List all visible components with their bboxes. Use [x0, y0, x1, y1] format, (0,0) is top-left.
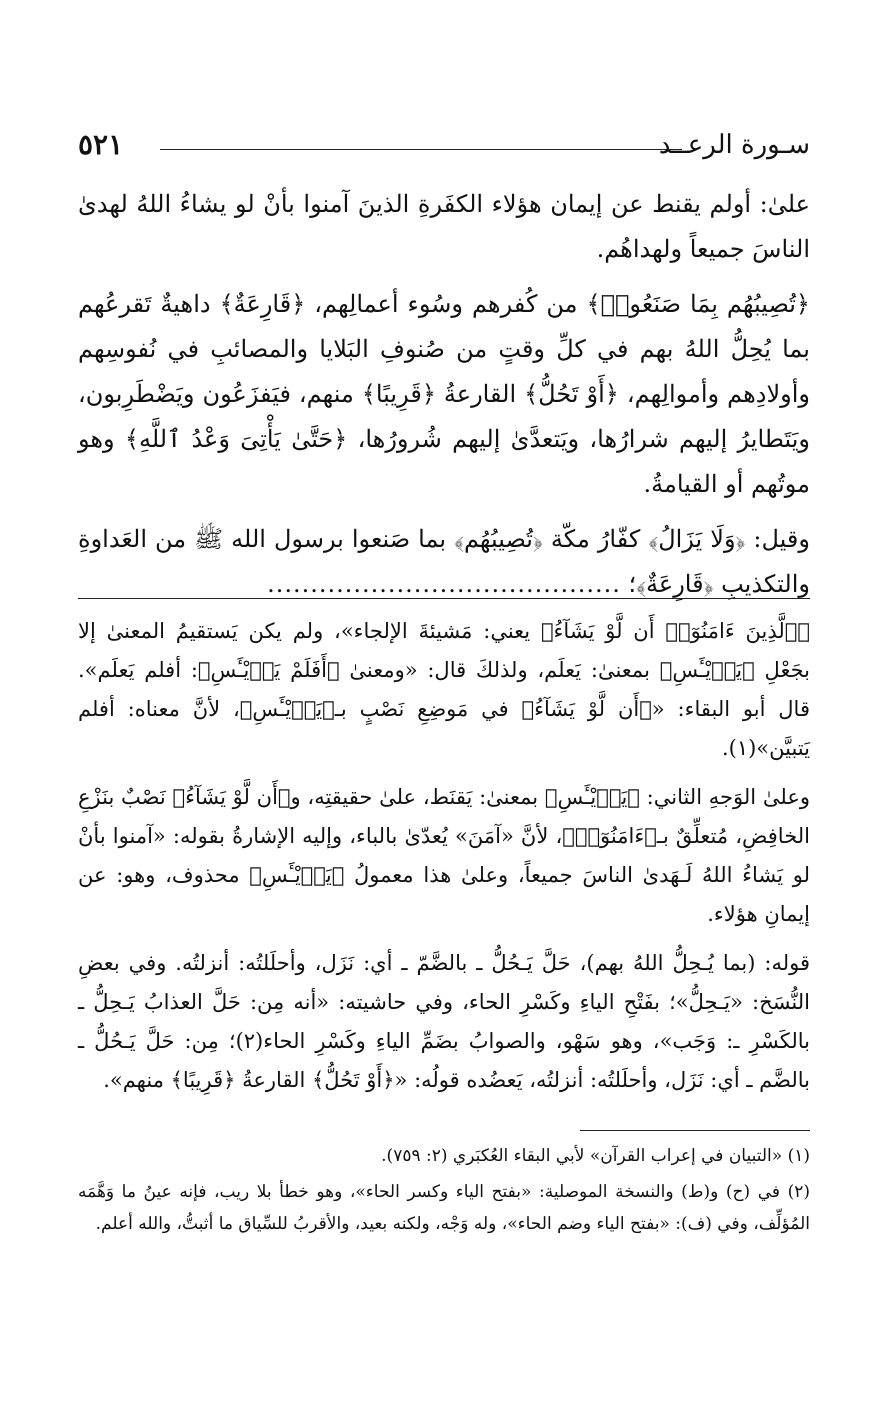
- main-paragraph-1: علىٰ: أولم يقنط عن إيمان هؤلاء الكفَرةِ الذينَ آمنوا بأنْ لو يشاءُ اللهُ لهدىٰ الناسَ جميعاً ولهداهُم.: [78, 190, 810, 263]
- commentary-paragraph-3: قوله: (بما يُـحِلُّ اللهُ بهم)، حَلَّ يَـحُلُّ ـ بالضَّمّ ـ أي: نَزَل، وأحلَلتُه: أنزلتُه. وفي بعضِ النُّسَخ: «يَـحِلُّ»؛ بفَتْحِ الياءِ وكَسْرِ الحاء، وفي حاشيته: «أنه مِن: حَلَّ العذابُ يَـحِلُّ ـ بالكَسْرِ ـ: وَجَب»، وهو سَهْو، والصوابُ بضَمِّ الياءِ وكَسْرِ الحاء(٢)؛ مِن: حَلَّ يَـحُلُّ ـ بالضَّم ـ أي: نَزَل، وأحلَلتُه: أنزلتُه، يَعضُده قولُه: «﴿أَوْ تَحُلُّ﴾ القارعةُ ﴿قَرِيبًا﴾ منهم».: [78, 951, 810, 1092]
- main-paragraph-2: ﴿تُصِيبُهُم بِمَا صَنَعُوا۟﴾ من كُفرهم وسُوء أعمالِهم، ﴿قَارِعَةٌ﴾ داهيةٌ تَقرعُهم بما يُحِلُّ اللهُ بهم في كلِّ وقتٍ من صُنوفِ البَلايا والمصائبِ في نُفوسِهم وأولادِهم وأموالِهم، ﴿أَوْ تَحُلُّ﴾ القارعةُ ﴿قَرِيبًا﴾ منهم، فيَفزَعُون ويَضْطَرِبون، ويَتَطايرُ إليهم شرارُها، ويَتعدَّىٰ إليهم شُرورُها، ﴿حَتَّىٰ يَأْتِىَ وَعْدُ ٱللَّهِ﴾ وهو موتُهم أو القيامةُ.: [78, 290, 810, 498]
- main-text: [78, 182, 810, 607]
- running-header: [78, 128, 810, 172]
- commentary-paragraph-1: ﴿ٱلَّذِينَ ءَامَنُوٓا۟ أَن لَّوْ يَشَآءُ﴾ يعني: مَشيئةَ الإلجاء»، ولم يكن يَستقيمُ المعنىٰ إلا بجَعْلِ ﴿يَا۟يْـَٔسِ﴾ بمعنىٰ: يَعلَم، ولذلكَ قال: «ومعنىٰ ﴿أَفَلَمْ يَا۟يْـَٔسِ﴾: أفلم يَعلَم». قال أبو البقاء: «﴿أَن لَّوْ يَشَآءُ﴾ في مَوضِعِ نَصْبٍ بـ﴿يَا۟يْـَٔسِ﴾، لأنَّ معناه: أفلم يَتبيَّن»(١).: [78, 619, 810, 760]
- footnote-2: (٢) في (ح) و(ط) والنسخة الموصلية: «بفتح الياء وكسر الحاء»، وهو خطأ بلا ريب، فإنه عينُ ما وَهَّمَه المُؤلِّف، وفي (ف): «بفتح الياء وضم الحاء»، وله وَجْه، ولكنه بعيد، والأقربُ للسِّياق ما أثبتُّ، والله أعلم.: [78, 1182, 810, 1234]
- footnote-separator: [580, 1130, 810, 1131]
- commentary-paragraph-2: وعلىٰ الوَجهِ الثاني: ﴿يَا۟يْـَٔسِ﴾ بمعنىٰ: يَقنَط، علىٰ حقيقتِه، و﴿أَن لَّوْ يَشَآءُ﴾ نَصْبٌ بنَزْعِ الخافِضِ، مُتعلِّقٌ بـ﴿ءَامَنُوٓا۟﴾، لأنَّ «آمَنَ» يُعدّىٰ بالباء، وإليه الإشارةُ بقوله: «آمنوا بأنْ لو يَشاءُ اللهُ لَـهَدىٰ الناسَ جميعاً، وعلىٰ هذا معمولُ ﴿يَا۟يْـَٔسِ﴾ محذوف، وهو: عن إيمانِ هؤلاء.: [78, 785, 810, 926]
- commentary-separator: [78, 598, 810, 599]
- page-number: ٥٢١: [78, 128, 124, 161]
- footnotes: [78, 1140, 810, 1240]
- surah-title: سـورة الرعــد: [658, 130, 810, 160]
- page: [78, 128, 810, 1234]
- main-paragraph-3-text: وقيل: ﴿وَلَا يَزَالُ﴾ كفّارُ مكّة ﴿تُصِيبُهُم﴾ بما صَنعوا برسول الله ﷺ من العَداوةِ والتكذيبِ ﴿قَارِعَةٌ﴾؛: [78, 525, 810, 598]
- continuation-dots: .........................................: [267, 570, 621, 598]
- commentary: [78, 612, 810, 1100]
- header-rule: [160, 149, 682, 150]
- main-paragraph-3: [78, 517, 810, 607]
- footnote-1: (١) «التبيان في إعراب القرآن» لأبي البقاء العُكبَري (٢: ٧٥٩).: [381, 1146, 810, 1166]
